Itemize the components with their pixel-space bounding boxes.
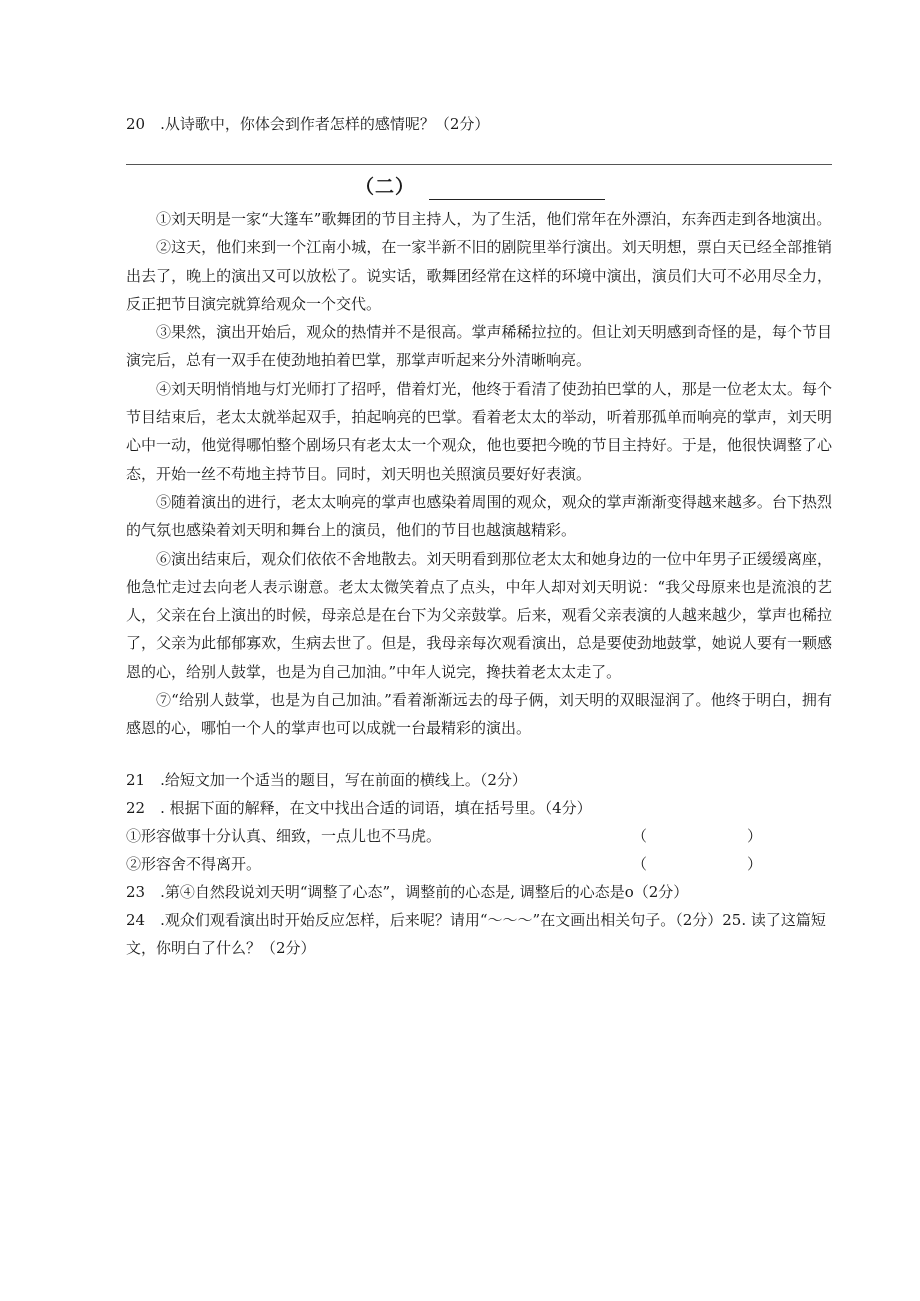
reading-passage xyxy=(126,205,832,743)
question-20: 20 .从诗歌中，你体会到作者怎样的感情呢？（2分） xyxy=(126,115,490,133)
question-22-item-1 xyxy=(126,822,838,850)
section-number: （二） xyxy=(355,176,416,198)
section-divider xyxy=(126,164,832,165)
question-list xyxy=(126,766,838,962)
question-22-item-2 xyxy=(126,850,838,878)
title-blank-line[interactable] xyxy=(429,177,605,200)
item-text: ①形容做事十分认真、细致，一点儿也不马虎。 xyxy=(126,827,442,845)
paren-close: ） xyxy=(746,827,762,845)
answer-brackets[interactable] xyxy=(632,822,762,850)
paragraph-4: ④刘天明悄悄地与灯光师打了招呼，借着灯光，他终于看清了使劲拍巴掌的人，那是一位老太太。每个节目结束后，老太太就举起双手，拍起响亮的巴掌。看着老太太的举动，听着那孤单而响亮的掌声，刘天明心中一动，他觉得哪怕整个剧场只有老太太一个观众，他也要把今晚的节目主持好。于是，他很快调整了心态，开始一丝不苟地主持节目。同时，刘天明也关照演员要好好表演。 xyxy=(126,379,832,483)
paragraph-7: ⑦“给别人鼓掌，也是为自己加油。”看着渐渐远去的母子俩，刘天明的双眼湿润了。他终于明白，拥有感恩的心，哪怕一个人的掌声也可以成就一台最精彩的演出。 xyxy=(126,691,832,738)
paren-close: ） xyxy=(746,855,762,873)
paragraph-3: ③果然，演出开始后，观众的热情并不是很高。掌声稀稀拉拉的。但让刘天明感到奇怪的是，每个节目演完后，总有一双手在使劲地拍着巴掌，那掌声听起来分外清晰响亮。 xyxy=(126,323,832,370)
paragraph-5: ⑤随着演出的进行，老太太响亮的掌声也感染着周围的观众，观众的掌声渐渐变得越来越多。台下热烈的气氛也感染着刘天明和舞台上的演员，他们的节目也越演越精彩。 xyxy=(126,492,832,540)
question-24-25: 24 .观众们观看演出时开始反应怎样，后来呢？请用“～～～”在文画出相关句子。（2分）25. 读了这篇短文，你明白了什么？（2分） xyxy=(126,911,826,957)
question-22: 22 . 根据下面的解释，在文中找出合适的词语，填在括号里。（4分） xyxy=(126,799,592,817)
paren-open: （ xyxy=(632,827,648,845)
paragraph-2: ②这天，他们来到一个江南小城，在一家半新不旧的剧院里举行演出。刘天明想，票白天已经全部推销出去了，晚上的演出又可以放松了。说实话，歌舞团经常在这样的环境中演出，演员们大可不必用尽全力，反正把节目演完就算给观众一个交代。 xyxy=(126,238,832,313)
section-heading xyxy=(355,172,605,200)
paren-open: （ xyxy=(632,855,648,873)
answer-brackets[interactable] xyxy=(632,850,762,878)
paragraph-1: ①刘天明是一家“大篷车”歌舞团的节目主持人，为了生活，他们常年在外漂泊，东奔西走到各地演出。 xyxy=(156,210,832,228)
item-text: ②形容舍不得离开。 xyxy=(126,855,262,873)
question-23: 23 .第④自然段说刘天明“调整了心态”，调整前的心态是, 调整后的心态是o（2分） xyxy=(126,883,689,901)
paragraph-6: ⑥演出结束后，观众们依依不舍地散去。刘天明看到那位老太太和她身边的一位中年男子正缓缓离座，他急忙走过去向老人表示谢意。老太太微笑着点了点头，中年人却对刘天明说：“我父母原来也是流浪的艺人，父亲在台上演出的时候，母亲总是在台下为父亲鼓掌。后来，观看父亲表演的人越来越少，掌声也稀拉了，父亲为此郁郁寡欢，生病去世了。但是，我母亲每次观看演出，总是要使劲地鼓掌，她说人要有一颗感恩的心，给别人鼓掌，也是为自己加油。”中年人说完，搀扶着老太太走了。 xyxy=(126,549,832,681)
question-21: 21 .给短文加一个适当的题目，写在前面的横线上。（2分） xyxy=(126,771,527,789)
